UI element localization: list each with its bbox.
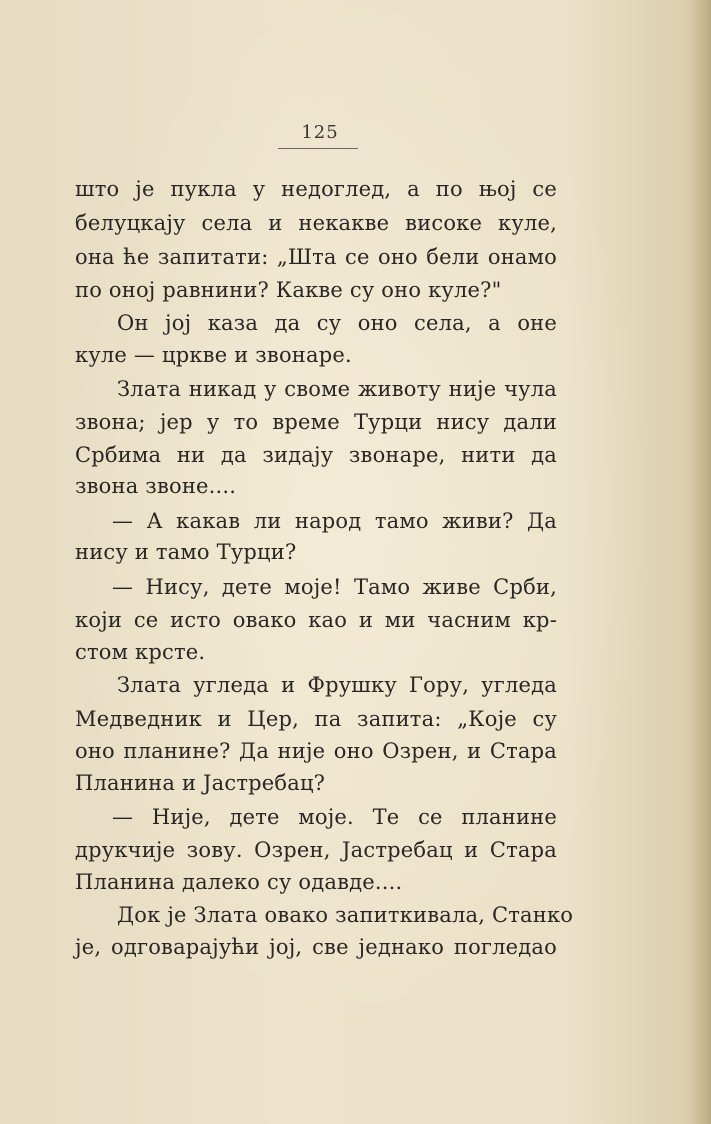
page-number: 125 [301, 122, 339, 143]
text-line: Медведник и Цер, па запита: „Које су [75, 707, 557, 731]
text-line: куле — цркве и звонаре. [75, 343, 352, 367]
text-line: Злата никад у своме животу није чула [117, 377, 557, 401]
text-line: оно планине? Да није оно Озрен, и Стара [75, 739, 557, 763]
text-line: Злата угледа и Фрушку Гору, угледа [117, 673, 557, 697]
text-line: Док је Злата овако запиткивала, Станко [117, 903, 574, 927]
text-line: Он јој каза да су оно села, а оне [117, 311, 557, 335]
text-line: стом крсте. [75, 640, 206, 664]
text-line: Планина и Јастребац? [75, 771, 326, 795]
text-line: је, одговарајући јој, све једнако погледао [75, 935, 557, 959]
page-edge-shadow [689, 0, 711, 1124]
text-line: звона; јер у то време Турци нису дали [75, 410, 557, 434]
text-line: белуцкају села и некакве високе куле, [75, 211, 557, 235]
text-line: — Нису, дете моје! Тамо живе Срби, [112, 575, 557, 599]
text-line: Србима ни да зидају звонаре, нити да [75, 443, 557, 467]
text-line: друкчије зову. Озрен, Јастребац и Стара [75, 838, 557, 862]
text-line: што је пукла у недоглед, а по њој се [75, 177, 557, 201]
text-line: нису и тамо Турци? [75, 540, 297, 564]
text-line: Планина далеко су одавде.... [75, 870, 403, 894]
text-line: — Није, дете моје. Те се планине [112, 805, 557, 829]
text-line: она ће запитати: „Шта се оно бели онамо [75, 245, 557, 269]
text-line: — А какав ли народ тамо живи? Да [112, 509, 557, 533]
text-line: по оној равнини? Какве су оно куле?" [75, 278, 502, 302]
text-line: који се исто овако као и ми часним кр- [75, 608, 557, 632]
header-rule [278, 148, 358, 149]
text-line: звона звоне.... [75, 474, 237, 498]
